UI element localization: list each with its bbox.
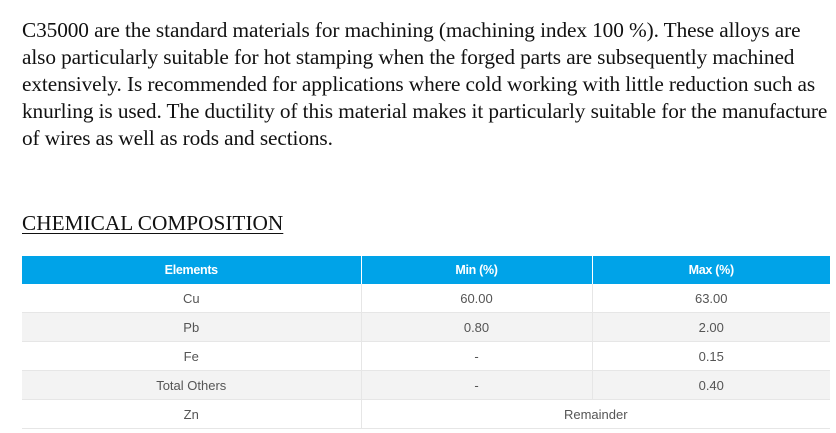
table-row <box>22 371 830 400</box>
cell-element: Total Others <box>22 371 361 400</box>
table-row <box>22 284 830 313</box>
header-max: Max (%) <box>592 256 830 284</box>
cell-max: 63.00 <box>592 284 830 313</box>
cell-element: Fe <box>22 342 361 371</box>
table-header-row <box>22 256 830 284</box>
cell-element: Pb <box>22 313 361 342</box>
section-heading-chemical-composition: CHEMICAL COMPOSITION <box>22 211 284 235</box>
cell-remainder: Remainder <box>361 400 830 429</box>
header-elements: Elements <box>22 256 361 284</box>
table-row <box>22 342 830 371</box>
cell-min: - <box>361 342 592 371</box>
cell-max: 0.40 <box>592 371 830 400</box>
header-min: Min (%) <box>361 256 592 284</box>
chemical-composition-table <box>22 256 830 429</box>
cell-min: 60.00 <box>361 284 592 313</box>
cell-max: 0.15 <box>592 342 830 371</box>
intro-paragraph: C35000 are the standard materials for machining (machining index 100 %). These alloys are also particularly suitable for hot stamping when the forged parts are subsequently machined extensively. Is recommended for applications where cold working with little reduction such as knurling is used. The ductility of this material makes it particularly suitable for the manufacture of wires as well as rods and sections. <box>22 18 828 150</box>
cell-element: Zn <box>22 400 361 429</box>
cell-max: 2.00 <box>592 313 830 342</box>
cell-min: - <box>361 371 592 400</box>
cell-element: Cu <box>22 284 361 313</box>
table-row <box>22 400 830 429</box>
table-row <box>22 313 830 342</box>
cell-min: 0.80 <box>361 313 592 342</box>
